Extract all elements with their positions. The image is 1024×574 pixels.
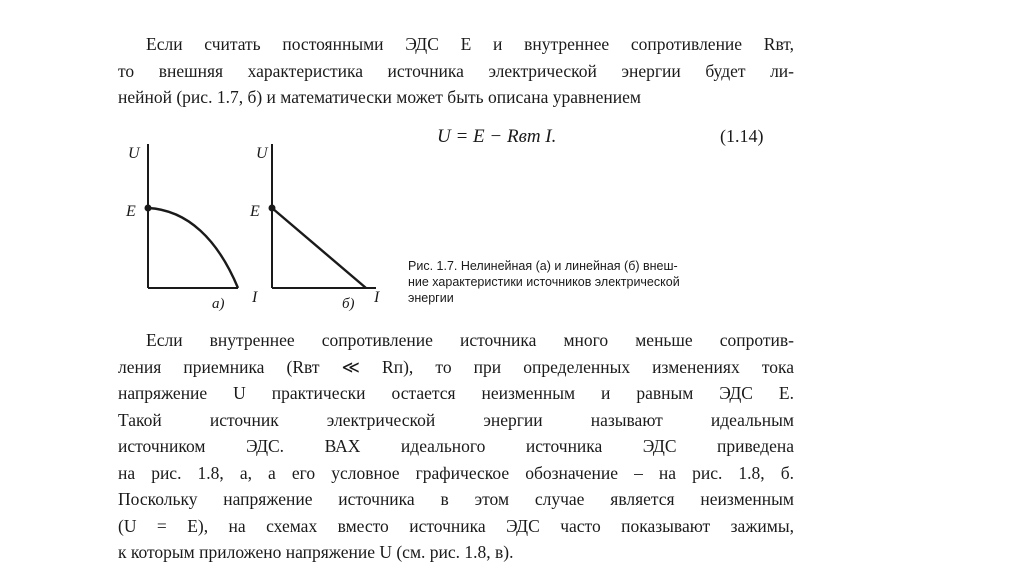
text-line: на рис. 1.8, а, а его условное графическое обозначение – на рис. 1.8, б. — [118, 462, 794, 483]
ideal-source-paragraph — [118, 327, 794, 566]
equation: U = E − Rвт I. — [437, 126, 557, 147]
text-line: Поскольку напряжение источника в этом случае является неизменным — [118, 489, 794, 509]
figure-caption — [408, 258, 794, 306]
caption-line: ние характеристики источников электрической — [408, 275, 680, 289]
text-line: нейной (рис. 1.7, б) и математически может быть описана уравнением — [118, 87, 641, 107]
right-u-label: U — [256, 145, 268, 162]
text-line: Если внутреннее сопротивление источника много меньше сопротив- — [146, 330, 794, 350]
left-e-point — [145, 205, 152, 212]
text-line: (U = E), на схемах вместо источника ЭДС часто показывают зажимы, — [118, 515, 794, 536]
text-line: источником ЭДС. ВАХ идеального источника ЭДС приведена — [118, 436, 794, 456]
left-e-label: E — [126, 203, 136, 220]
nonlinear-characteristic-curve — [148, 208, 238, 288]
text-line: Если считать постоянными ЭДС E и внутреннее сопротивление Rвт, — [146, 34, 794, 54]
intro-paragraph — [118, 31, 794, 111]
left-i-label: I — [252, 289, 258, 306]
text-line: ления приемника (Rвт ≪ Rп), то при определенных изменениях тока — [118, 356, 794, 377]
caption-line: энергии — [408, 291, 454, 305]
right-e-label: E — [250, 203, 260, 220]
text-line: напряжение U практически остается неизменным и равным ЭДС E. — [118, 383, 794, 403]
caption-line: Рис. 1.7. Нелинейная (а) и линейная (б) внеш- — [408, 259, 678, 273]
text-line: к которым приложено напряжение U (см. рис. 1.8, в). — [118, 542, 514, 562]
text-line: Такой источник электрической энергии называют идеальным — [118, 409, 794, 430]
text-line: то внешняя характеристика источника электрической энергии будет ли- — [118, 60, 794, 81]
right-panel-label: б) — [342, 296, 355, 312]
linear-characteristic-line — [272, 208, 366, 288]
right-e-point — [269, 205, 276, 212]
figure-1-7 — [110, 140, 390, 320]
left-panel-label: а) — [212, 296, 225, 312]
equation-number: (1.14) — [720, 126, 764, 146]
left-u-label: U — [128, 145, 140, 162]
right-i-label: I — [374, 289, 380, 306]
